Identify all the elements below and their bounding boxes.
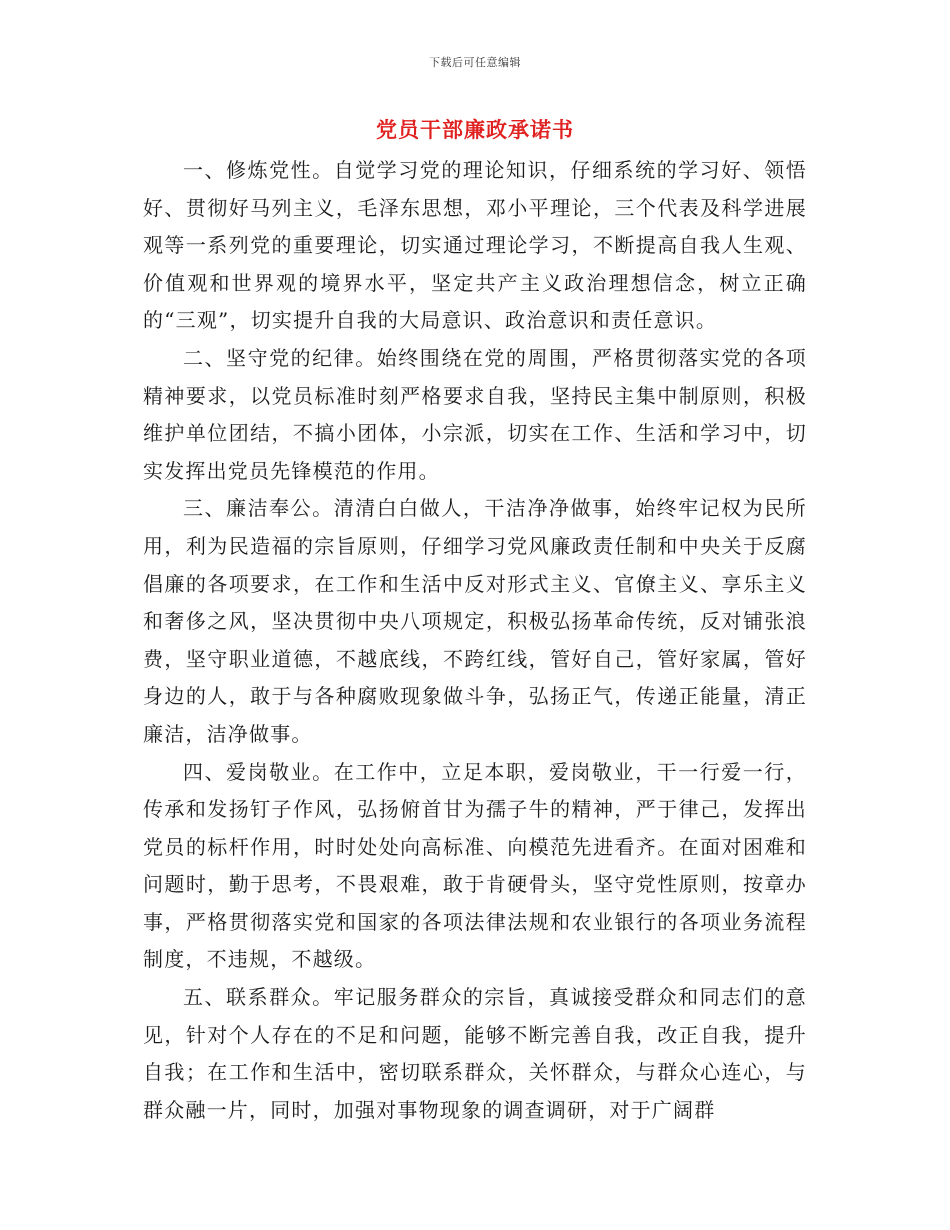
document-title: 党员干部廉政承诺书 [376, 118, 574, 142]
paragraph-party-discipline: 二、坚守党的纪律。始终围绕在党的周围，严格贯彻落实党的各项精神要求，以党员标准时刻严格要求自我，坚持民主集中制原则，积极维护单位团结，不搞小团体，小宗派，切实在工作、生活和学习中，切实发挥出党员先锋模范的作用。 [143, 345, 807, 483]
paragraph-integrity: 三、廉洁奉公。清清白白做人，干洁净净做事，始终牢记权为民所用，利为民造福的宗旨原则，仔细学习党风廉政责任制和中央关于反腐倡廉的各项要求，在工作和生活中反对形式主义、官僚主义、享乐主义和奢侈之风，坚决贯彻中央八项规定，积极弘扬革命传统，反对铺张浪费，坚守职业道德，不越底线，不跨红线，管好自己，管好家属，管好身边的人，敢于与各种腐败现象做斗争，弘扬正气，传递正能量，清正廉洁，洁净做事。 [143, 496, 807, 746]
paragraph-dedication: 四、爱岗敬业。在工作中，立足本职，爱岗敬业，干一行爱一行，传承和发扬钉子作风，弘扬俯首甘为孺子牛的精神，严于律己，发挥出党员的标杆作用，时时处处向高标准、向模范先进看齐。在面对困难和问题时，勤于思考，不畏艰难，敢于肯硬骨头，坚守党性原则，按章办事，严格贯彻落实党和国家的各项法律法规和农业银行的各项业务流程制度，不违规，不越级。 [143, 759, 807, 972]
paragraph-party-spirit: 一、修炼党性。自觉学习党的理论知识，仔细系统的学习好、领悟好、贯彻好马列主义，毛泽东思想，邓小平理论，三个代表及科学进展观等一系列党的重要理论，切实通过理论学习，不断提高自我人生观、价值观和世界观的境界水平，坚定共产主义政治理想信念，树立正确的“三观”，切实提升自我的大局意识、政治意识和责任意识。 [143, 158, 807, 333]
document-body [143, 152, 807, 1129]
header-note: 下载后可任意编辑 [429, 56, 521, 69]
paragraph-contact-masses: 五、联系群众。牢记服务群众的宗旨，真诚接受群众和同志们的意见，针对个人存在的不足和问题，能够不断完善自我，改正自我，提升自我；在工作和生活中，密切联系群众，关怀群众，与群众心连心，与群众融一片，同时，加强对事物现象的调查调研，对于广阔群 [143, 985, 807, 1122]
